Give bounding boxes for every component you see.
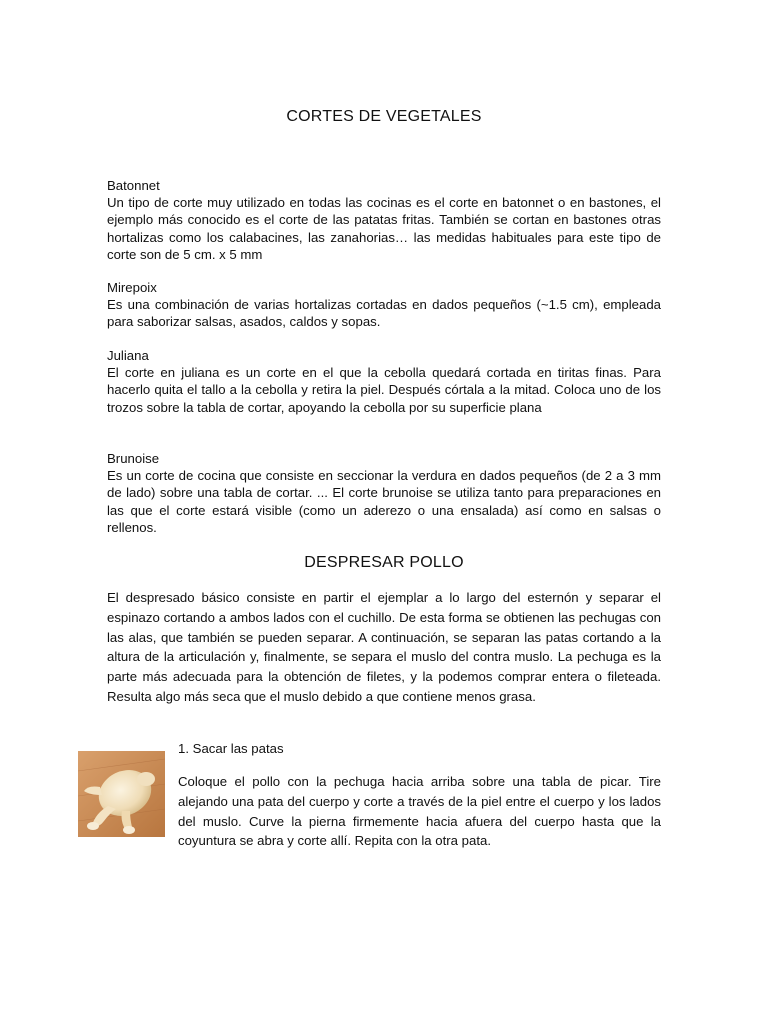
section-brunoise	[107, 450, 661, 536]
section-mirepoix	[107, 279, 661, 331]
section-heading: Brunoise	[107, 451, 160, 466]
section-batonnet	[107, 177, 661, 263]
section-juliana	[107, 347, 661, 416]
despresar-paragraph: El despresado básico consiste en partir el ejemplar a lo largo del esternón y separar el espinazo cortando a ambos lados con el cuchillo. De esta forma se obtienen las pechugas con las alas, que también se pueden separar. A continuación, se separan las patas cortando a la altura de la articulación y, finalmente, se separa el muslo del contra muslo. La pechuga es la parte más adecuada para la obtención de filetes, y la podemos comprar entera o fileteada. Resulta algo más seca que el muslo debido a que contiene menos grasa.	[107, 590, 661, 704]
section-body: Es una combinación de varias hortalizas cortadas en dados pequeños (~1.5 cm), empleada para saborizar salsas, asados, caldos y sopas.	[107, 297, 661, 330]
chicken-image	[78, 751, 165, 837]
step-title: 1. Sacar las patas	[178, 741, 284, 756]
section-body: El corte en juliana es un corte en el que la cebolla quedará cortada en tiritas finas. Para hacerlo quita el tallo a la cebolla y retira la piel. Después córtala a la mitad. Coloca uno de los trozos sobre la tabla de cortar, apoyando la cebolla por su superficie plana	[107, 365, 661, 415]
step-body: Coloque el pollo con la pechuga hacia arriba sobre una tabla de picar. Tire alejando una pata del cuerpo y corte a través de la piel entre el cuerpo y los lados del muslo. Curve la pierna firmemente hacia afuera del cuerpo hasta que la coyuntura se abra y corte allí. Repita con la otra pata.	[178, 774, 661, 849]
section-body: Es un corte de cocina que consiste en seccionar la verdura en dados pequeños (de 2 a 3 mm de lado) sobre una tabla de cortar. ... El corte brunoise se utiliza tanto para preparaciones en las que el corte estará visible (como un aderezo o una ensalada) así como en salsas o rellenos.	[107, 468, 661, 535]
section-heading: Mirepoix	[107, 280, 157, 295]
section-body: Un tipo de corte muy utilizado en todas las cocinas es el corte en batonnet o en bastones, el ejemplo más conocido es el corte de las patatas fritas. También se cortan en bastones otras hortalizas como los calabacines, las zanahorias… las medidas habituales para este tipo de corte son de 5 cm. x 5 mm	[107, 195, 661, 262]
section-heading: Juliana	[107, 348, 149, 363]
page-title: CORTES DE VEGETALES	[286, 108, 482, 125]
section-title-despresar-pollo: DESPRESAR POLLO	[304, 554, 464, 571]
section-heading: Batonnet	[107, 178, 160, 193]
chicken-icon	[78, 751, 165, 837]
